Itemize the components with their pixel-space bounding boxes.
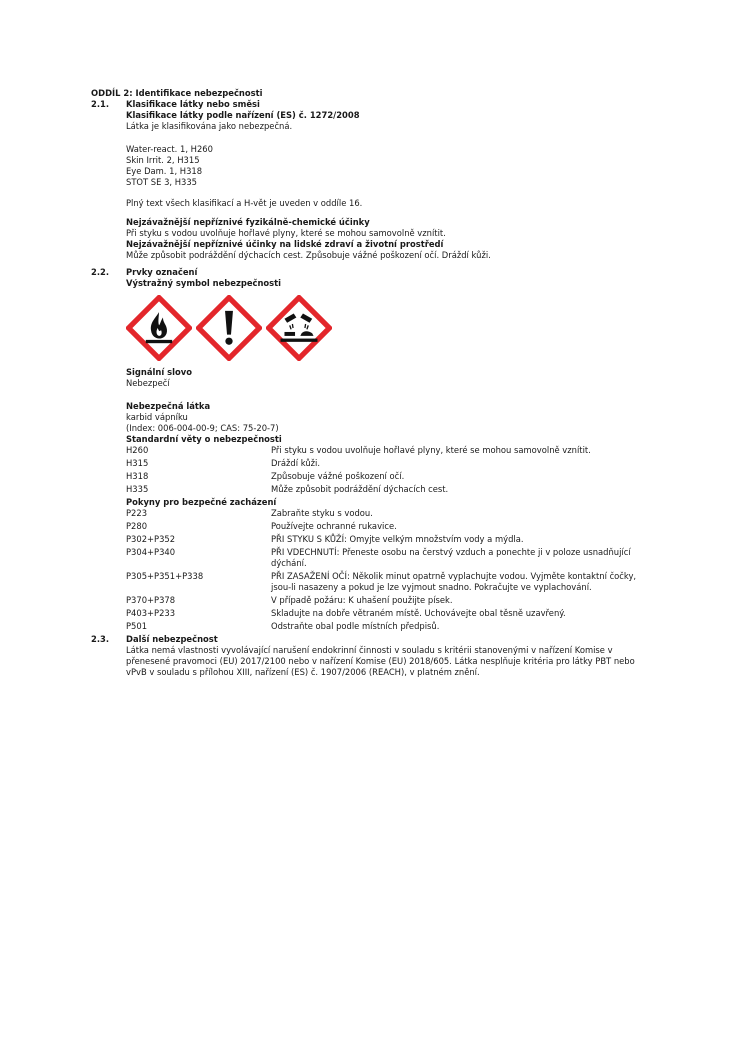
- p-code: P501: [126, 621, 148, 631]
- p-text: PŘI ZASAŽENÍ OČÍ: Několik minut opatrně vyplachujte vodou. Vyjměte kontaktní čočky, jsou-li nasazeny a pokud je lze vyjmout snadno. Pokračujte ve vyplachování.: [271, 571, 637, 592]
- h-code: H315: [126, 458, 149, 468]
- p-text: PŘI VDECHNUTÍ: Přeneste osobu na čerstvý vzduch a ponechte ji v poloze usnadňující dýchání.: [271, 547, 631, 568]
- h-text: Dráždí kůži.: [271, 458, 321, 468]
- table-row: [126, 547, 656, 571]
- health-text: Může způsobit podráždění dýchacích cest. Způsobuje vážné poškození očí. Dráždí kůži.: [126, 250, 491, 260]
- physchem-text: Při styku s vodou uvolňuje hořlavé plyny, které se mohou samovolně vznítit.: [126, 228, 446, 238]
- table-row: [126, 458, 656, 471]
- subsection-title: Další nebezpečnost: [126, 634, 218, 644]
- corrosion-icon: [266, 295, 332, 361]
- subsection-number: 2.2.: [91, 267, 110, 277]
- table-row: [126, 508, 656, 521]
- p-code: P280: [126, 521, 148, 531]
- signal-title: Signální slovo: [126, 367, 192, 377]
- p-text: Používejte ochranné rukavice.: [271, 521, 397, 531]
- other-hazards-text: Látka nemá vlastnosti vyvolávající narušení endokrinní činnosti v souladu s kritérii stanovenými v nařízení Komise v přenesené pravomoci (EU) 2017/2100 nebo v nařízení Komise (EU) 2018/605. Látka nesplňuje kritéria pro látky PBT nebo vPvB v souladu s přílohou XIII, nařízení (ES) č. 1907/2006 (REACH), v platném znění.: [126, 645, 635, 677]
- classification-item: Eye Dam. 1, H318: [126, 166, 203, 176]
- substance-name: karbid vápníku: [126, 412, 188, 422]
- health-title: Nejzávažnější nepříznivé účinky na lidské zdraví a životní prostředí: [126, 239, 444, 249]
- full-text-note: Plný text všech klasifikací a H-vět je uveden v oddíle 16.: [126, 198, 363, 208]
- symbol-title: Výstražný symbol nebezpečnosti: [126, 278, 282, 288]
- sds-section-2: [91, 88, 656, 678]
- table-row: [126, 521, 656, 534]
- h-text: Způsobuje vážné poškození očí.: [271, 471, 405, 481]
- regulation-subtitle: Klasifikace látky podle nařízení (ES) č. 1272/2008: [126, 110, 360, 120]
- section-title: ODDÍL 2: Identifikace nebezpečnosti: [91, 88, 263, 98]
- subsection-title: Klasifikace látky nebo směsi: [126, 99, 260, 109]
- subsection-2-2: [91, 267, 656, 634]
- table-row: [126, 484, 656, 497]
- h-text: Může způsobit podráždění dýchacích cest.: [271, 484, 449, 494]
- h-code: H335: [126, 484, 149, 494]
- physchem-title: Nejzávažnější nepříznivé fyzikálně-chemické účinky: [126, 217, 370, 227]
- table-row: [126, 621, 656, 634]
- h-statements-table: [126, 445, 656, 497]
- h-text: Při styku s vodou uvolňuje hořlavé plyny, které se mohou samovolně vznítit.: [271, 445, 591, 455]
- p-code: P370+P378: [126, 595, 176, 605]
- p-text: Skladujte na dobře větraném místě. Uchovávejte obal těsně uzavřený.: [271, 608, 566, 618]
- h-statements-title: Standardní věty o nebezpečnosti: [126, 434, 282, 444]
- signal-word: Nebezpečí: [126, 378, 170, 388]
- substance-ids: (Index: 006-004-00-9; CAS: 75-20-7): [126, 423, 279, 433]
- classification-intro: Látka je klasifikována jako nebezpečná.: [126, 121, 293, 131]
- p-text: PŘI STYKU S KŮŽÍ: Omyjte velkým množstvím vody a mýdla.: [271, 534, 524, 544]
- table-row: [126, 471, 656, 484]
- h-code: H260: [126, 445, 149, 455]
- subsection-2-1: [91, 99, 656, 261]
- p-text: V případě požáru: K uhašení použijte písek.: [271, 595, 453, 605]
- p-code: P304+P340: [126, 547, 176, 557]
- table-row: [126, 534, 656, 547]
- subsection-number: 2.1.: [91, 99, 110, 109]
- p-code: P302+P352: [126, 534, 176, 544]
- exclamation-icon: [196, 295, 262, 361]
- subsection-2-3: [91, 634, 656, 678]
- ghs-pictograms: [126, 293, 656, 363]
- classification-item: Skin Irrit. 2, H315: [126, 155, 200, 165]
- p-text: Odstraňte obal podle místních předpisů.: [271, 621, 440, 631]
- p-statements-table: [126, 508, 656, 634]
- subsection-title: Prvky označení: [126, 267, 198, 277]
- table-row: [126, 608, 656, 621]
- substance-title: Nebezpečná látka: [126, 401, 211, 411]
- table-row: [126, 445, 656, 458]
- table-row: [126, 595, 656, 608]
- p-text: Zabraňte styku s vodou.: [271, 508, 373, 518]
- p-statements-title: Pokyny pro bezpečné zacházení: [126, 497, 277, 507]
- h-code: H318: [126, 471, 149, 481]
- subsection-number: 2.3.: [91, 634, 110, 644]
- p-code: P403+P233: [126, 608, 176, 618]
- classification-item: Water-react. 1, H260: [126, 144, 213, 154]
- flame-icon: [126, 295, 192, 361]
- p-code: P305+P351+P338: [126, 571, 204, 581]
- table-row: [126, 571, 656, 595]
- classification-item: STOT SE 3, H335: [126, 177, 198, 187]
- p-code: P223: [126, 508, 148, 518]
